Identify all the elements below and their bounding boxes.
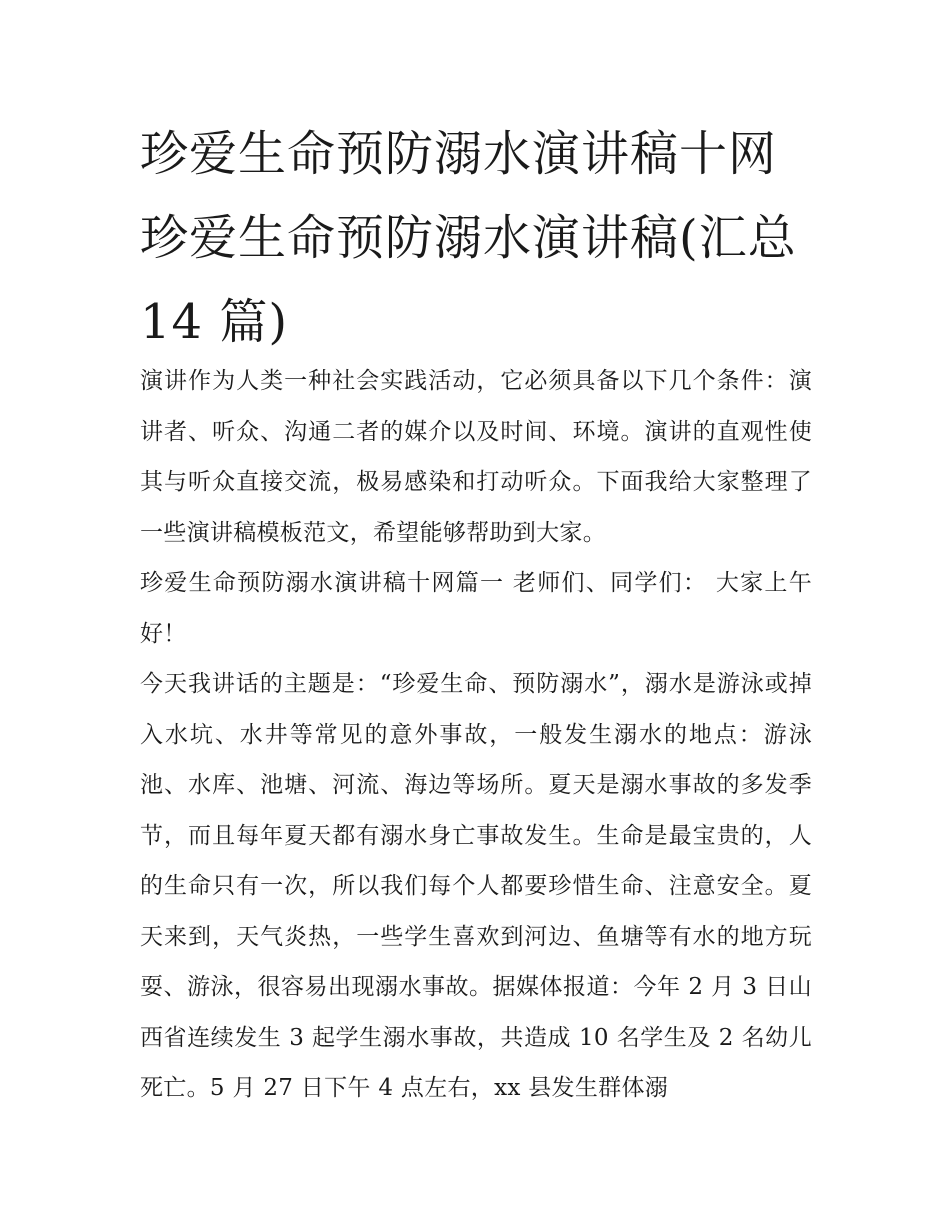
document-title: 珍爱生命预防溺水演讲稿十网珍爱生命预防溺水演讲稿(汇总 14 篇) [140,126,797,350]
document-body [140,356,812,1114]
paragraph-intro: 演讲作为人类一种社会实践活动，它必须具备以下几个条件：演讲者、听众、沟通二者的媒介以及时间、环境。演讲的直观性使其与听众直接交流，极易感染和打动听众。下面我给大家整理了一些演讲稿模板范文，希望能够帮助到大家。 [140,368,812,546]
paragraph-greeting: 珍爱生命预防溺水演讲稿十网篇一 老师们、同学们： 大家上午好！ [140,570,812,647]
paragraph-main: 今天我讲话的主题是：“珍爱生命、预防溺水”，溺水是游泳或掉入水坑、水井等常见的意外事故，一般发生溺水的地点：游泳池、水库、池塘、河流、海边等场所。夏天是溺水事故的多发季节，而且每年夏天都有溺水身亡事故发生。生命是最宝贵的，人的生命只有一次，所以我们每个人都要珍惜生命、注意安全。夏天来到，天气炎热，一些学生喜欢到河边、鱼塘等有水的地方玩耍、游泳，很容易出现溺水事故。据媒体报道：今年 2 月 3 日山西省连续发生 3 起学生溺水事故，共造成 10 名学生及 2 名幼儿死亡。5 月 27 日下午 4 点左右，xx 县发生群体溺 [140,671,812,1101]
